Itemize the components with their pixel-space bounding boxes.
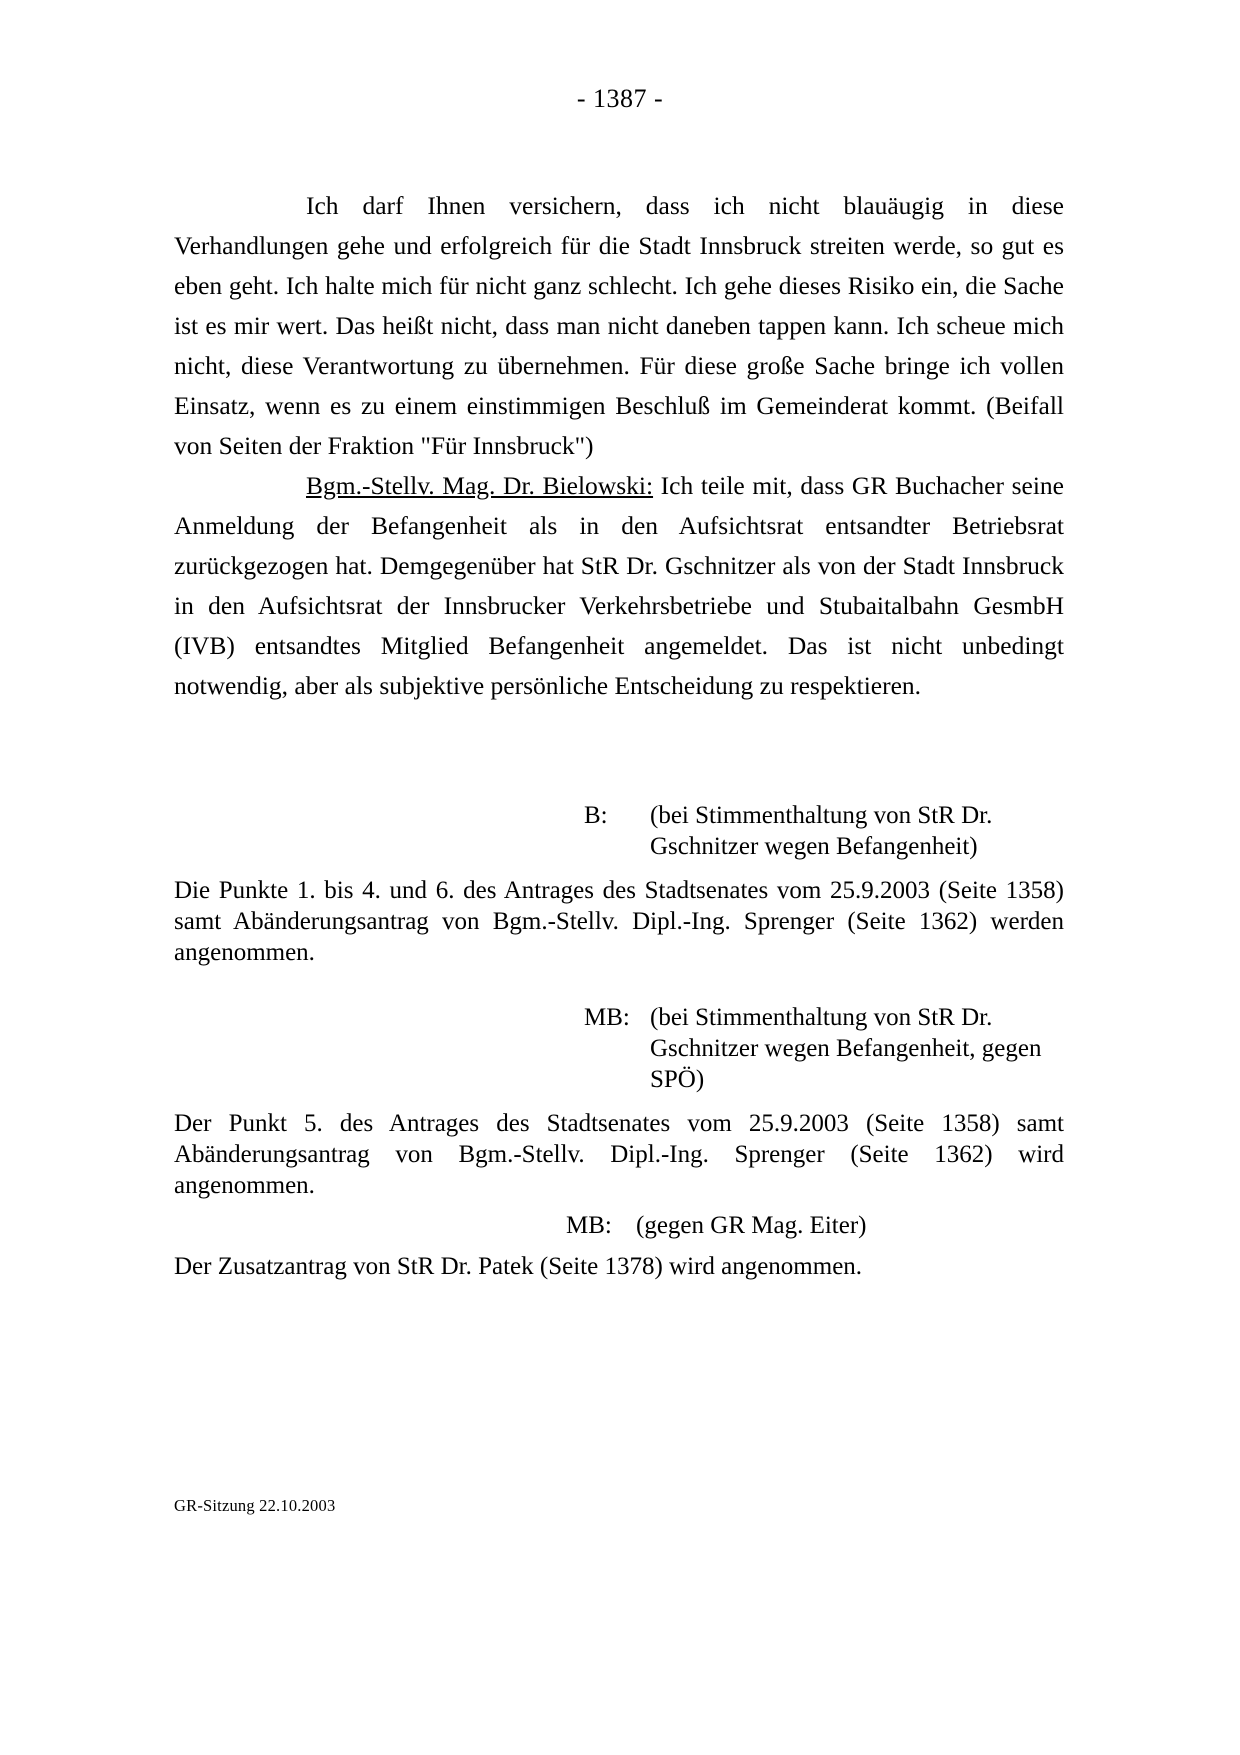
resolution-block: [174, 800, 1064, 968]
resolution-header: [566, 1210, 1064, 1241]
resolution-qualifier: (bei Stimmenthaltung von StR Dr. Gschnitzer wegen Befangenheit, gegen SPÖ): [650, 1004, 1042, 1093]
paragraph-speech: Ich darf Ihnen versichern, dass ich nicht blauäugig in diese Verhandlungen gehe und erfolgreich für die Stadt Innsbruck streiten werde, so gut es eben geht. Ich halte mich für nicht ganz schlecht. Ich gehe dieses Risiko ein, die Sache ist es mir wert. Das heißt nicht, dass man nicht daneben tappen kann. Ich scheue mich nicht, diese Verantwortung zu übernehmen. Für diese große Sache bringe ich vollen Einsatz, wenn es zu einem einstimmigen Beschluß im Gemeinderat kommt. (Beifall von Seiten der Fraktion "Für Innsbruck"): [174, 191, 1064, 460]
footer-session-label: GR-Sitzung 22.10.2003: [174, 1496, 336, 1515]
speaker-statement-text: Ich teile mit, dass GR Buchacher seine Anmeldung der Befangenheit als in den Aufsichtsrat entsandter Betriebsrat zurückgezogen hat. Demgegenüber hat StR Dr. Gschnitzer als von der Stadt Innsbruck in den Aufsichtsrat der Innsbrucker Verkehrsbetriebe und Stubaitalbahn GesmbH (IVB) entsandtes Mitglied Befangenheit angemeldet. Das ist nicht unbedingt notwendig, aber als subjektive persönliche Entscheidung zu respektieren.: [174, 471, 1064, 700]
resolution-header: [584, 1002, 1064, 1095]
resolution-block: [174, 1002, 1064, 1201]
paragraph-speaker-statement: [174, 466, 1064, 706]
resolution-body: Die Punkte 1. bis 4. und 6. des Antrages des Stadtsenates vom 25.9.2003 (Seite 1358) samt Abänderungsantrag von Bgm.-Stellv. Dipl.-Ing. Sprenger (Seite 1362) werden angenommen.: [174, 877, 1064, 966]
resolution-code: B:: [584, 802, 608, 829]
resolution-qualifier: (gegen GR Mag. Eiter): [636, 1212, 867, 1239]
resolution-body: Der Punkt 5. des Antrages des Stadtsenates vom 25.9.2003 (Seite 1358) samt Abänderungsantrag von Bgm.-Stellv. Dipl.-Ing. Sprenger (Seite 1362) wird angenommen.: [174, 1110, 1064, 1199]
resolution-code: MB:: [566, 1212, 612, 1239]
page-number: - 1387 -: [576, 84, 664, 113]
resolution-body: Der Zusatzantrag von StR Dr. Patek (Seite 1378) wird angenommen.: [174, 1253, 863, 1280]
resolution-code: MB:: [584, 1004, 630, 1031]
body-text-block: [174, 186, 1064, 706]
resolution-block: [174, 1210, 1064, 1282]
resolution-qualifier: (bei Stimmenthaltung von StR Dr. Gschnitzer wegen Befangenheit): [650, 802, 993, 860]
speaker-name: Bgm.-Stellv. Mag. Dr. Bielowski:: [306, 471, 654, 500]
resolution-header: [584, 800, 1064, 862]
